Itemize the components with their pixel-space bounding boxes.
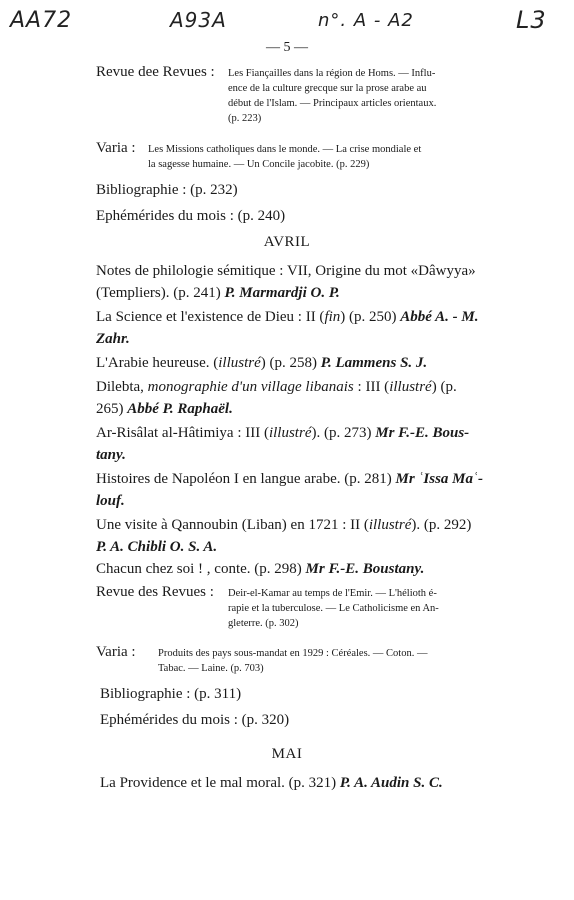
article-entry: Dilebta, monographie d'un village libanais : III (illustré) (p. 265) Abbé P. Raphaël.	[96, 379, 457, 417]
revue-label: Revue des Revues :	[96, 584, 214, 600]
article-entry: Une visite à Qannoubin (Liban) en 1721 : II (illustré). (p. 292) P. A. Chibli O. S. A.	[96, 517, 472, 555]
bibliographie-entry: Bibliographie : (p. 232)	[96, 182, 238, 198]
varia-label: Varia :	[96, 644, 136, 660]
section-heading-avril: AVRIL	[263, 234, 311, 250]
article-entry: Histoires de Napoléon I en langue arabe. (p. 281) Mr ʿIssa Maʿ- louf.	[96, 471, 483, 509]
article-entry: La Providence et le mal moral. (p. 321) P. A. Audin S. C.	[100, 775, 443, 791]
revue-contents: Les Fiançailles dans la région de Homs. — Influ- ence de la culture grecque sur la prose arabe au début de l'Islam. — Principaux articles orientaux. (p. 223)	[228, 68, 437, 124]
handwritten-mark-left: AA72	[10, 8, 73, 33]
page-number: — 5 —	[266, 40, 308, 55]
article-entry: Ar-Risâlat al-Hâtimiya : III (illustré). (p. 273) Mr F.-E. Bous- tany.	[96, 425, 470, 463]
varia-label: Varia :	[96, 140, 136, 156]
handwritten-mark-mid: n°. A - A2	[318, 10, 414, 31]
revue-contents: Deir-el-Kamar au temps de l'Emir. — L'hélioth é- rapie et la tuberculose. — Le Catholicisme en An- gleterre. (p. 302)	[228, 588, 439, 629]
revue-label: Revue dee Revues :	[96, 64, 215, 80]
article-entry: Chacun chez soi ! , conte. (p. 298) Mr F.-E. Boustany.	[96, 561, 425, 577]
article-entry: La Science et l'existence de Dieu : II (fin) (p. 250) Abbé A. - M. Zahr.	[96, 309, 479, 347]
bibliographie-entry: Bibliographie : (p. 311)	[100, 686, 242, 702]
handwritten-mark-right: L3	[516, 6, 547, 34]
varia-contents: Produits des pays sous-mandat en 1929 : Céréales. — Coton. — Tabac. — Laine. (p. 703)	[158, 648, 428, 674]
handwritten-mark-center: A93A	[170, 8, 227, 32]
section-heading-mai: MAI	[271, 746, 303, 762]
ephemerides-entry: Ephémérides du mois : (p. 320)	[100, 712, 290, 728]
ephemerides-entry: Ephémérides du mois : (p. 240)	[96, 208, 286, 224]
varia-contents: Les Missions catholiques dans le monde. — La crise mondiale et la sagesse humaine. — Un Concile jacobite. (p. 229)	[148, 144, 422, 170]
article-entry: Notes de philologie sémitique : VII, Origine du mot «Dâwyya» (Templiers). (p. 241) P. Marmardji O. P.	[96, 263, 476, 301]
article-entry: L'Arabie heureuse. (illustré) (p. 258) P. Lammens S. J.	[96, 355, 428, 371]
